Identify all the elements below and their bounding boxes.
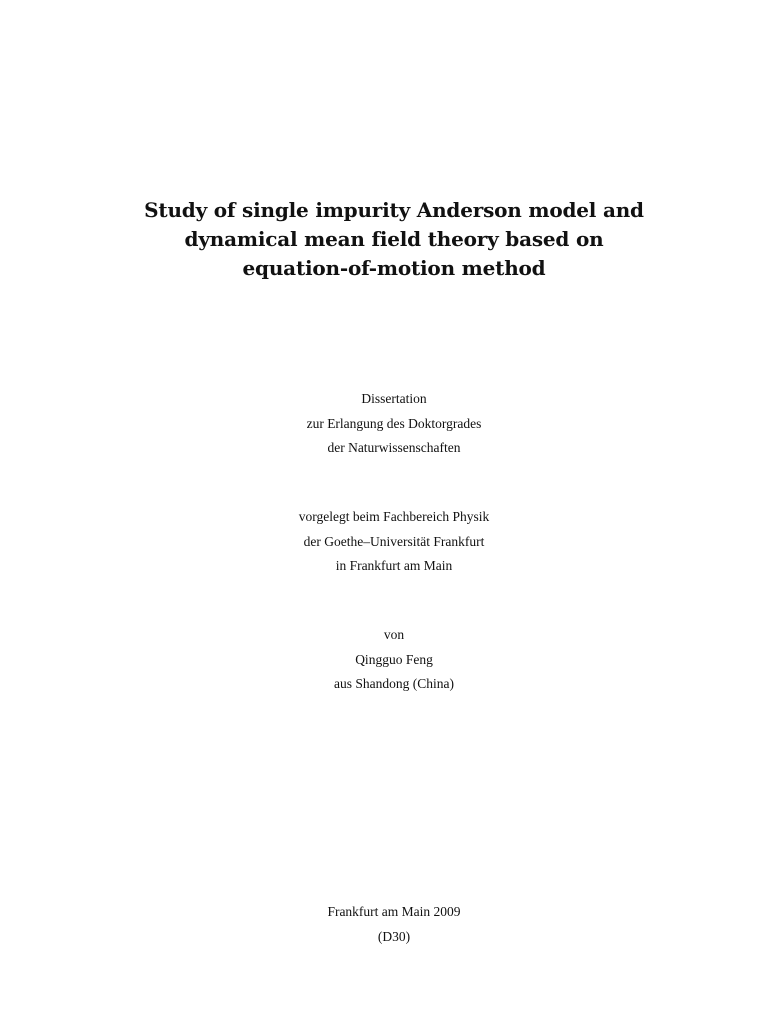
dissertation-label: Dissertation: [361, 391, 427, 406]
thesis-title: [0, 196, 768, 283]
author-preposition: von: [383, 627, 405, 642]
degree-purpose: zur Erlangung des Doktorgrades: [306, 415, 482, 431]
place-and-year: Frankfurt am Main 2009: [327, 904, 461, 919]
dissertation-statement: [0, 387, 768, 461]
department: vorgelegt beim Fachbereich Physik: [298, 509, 490, 524]
university-location: in Frankfurt am Main: [335, 558, 453, 573]
title-line-1: Study of single impurity Anderson model and: [144, 198, 644, 222]
publication-info: [0, 900, 768, 949]
author-block: [0, 623, 768, 697]
university-code: (D30): [377, 928, 411, 944]
title-line-2: dynamical mean field theory based on: [184, 227, 604, 251]
author-origin: aus Shandong (China): [334, 676, 454, 691]
degree-field: der Naturwissenschaften: [327, 440, 461, 455]
author-name: Qingguo Feng: [355, 651, 433, 667]
submission-statement: [0, 505, 768, 579]
university: der Goethe–Universität Frankfurt: [303, 533, 485, 549]
title-line-3: equation-of-motion method: [242, 256, 546, 280]
